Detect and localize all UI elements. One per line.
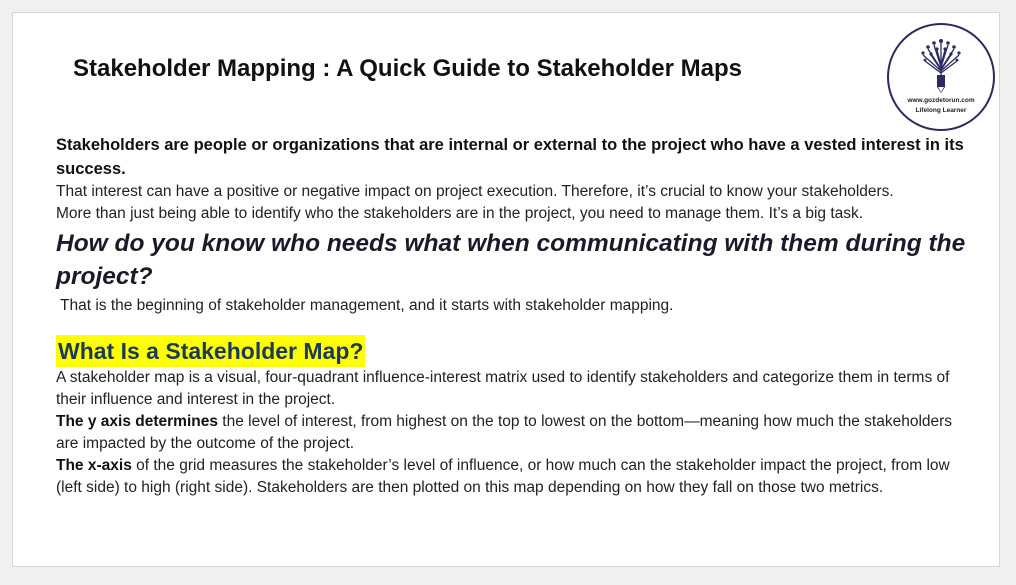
section-paragraph-1: A stakeholder map is a visual, four-quadrant influence-interest matrix used to identify stakeholders and categorize them in terms of their influence and interest in the project. — [56, 369, 950, 408]
intro-paragraph-1: That interest can have a positive or negative impact on project execution. Therefore, it’s crucial to know your stakeholders. — [56, 183, 894, 200]
slide-body — [56, 133, 966, 499]
y-axis-text: the level of interest, from highest on the top to lowest on the bottom—meaning how much the stakeholders are impacted by the outcome of the project. — [56, 413, 953, 452]
x-axis-paragraph — [56, 455, 966, 499]
logo-website: www.gozdetorun.com — [907, 97, 975, 104]
x-axis-lead: The x-axis — [56, 457, 132, 474]
question-followup: That is the beginning of stakeholder management, and it starts with stakeholder mapping. — [60, 297, 674, 314]
intro-paragraph-2: More than just being able to identify who the stakeholders are in the project, you need to manage them. It’s a big task. — [56, 205, 864, 222]
section-heading: What Is a Stakeholder Map? — [56, 335, 365, 367]
intro-definition: Stakeholders are people or organizations that are internal or external to the project who have a vested interest in its success. — [56, 136, 964, 178]
brand-logo — [887, 23, 995, 131]
tree-pencil-icon — [917, 37, 965, 95]
logo-tagline: Lifelong Learner — [915, 107, 967, 114]
x-axis-text: of the grid measures the stakeholder’s level of influence, or how much can the stakeholder impact the project, from low (left side) to high (right side). Stakeholders are then plotted on this map depending on how they fall on those two metrics. — [56, 457, 950, 496]
key-question: How do you know who needs what when communicating with them during the project? — [56, 230, 966, 290]
y-axis-paragraph — [56, 411, 966, 455]
y-axis-lead: The y axis determines — [56, 413, 218, 430]
page-title: Stakeholder Mapping : A Quick Guide to Stakeholder Maps — [73, 55, 742, 82]
slide — [12, 12, 1000, 567]
